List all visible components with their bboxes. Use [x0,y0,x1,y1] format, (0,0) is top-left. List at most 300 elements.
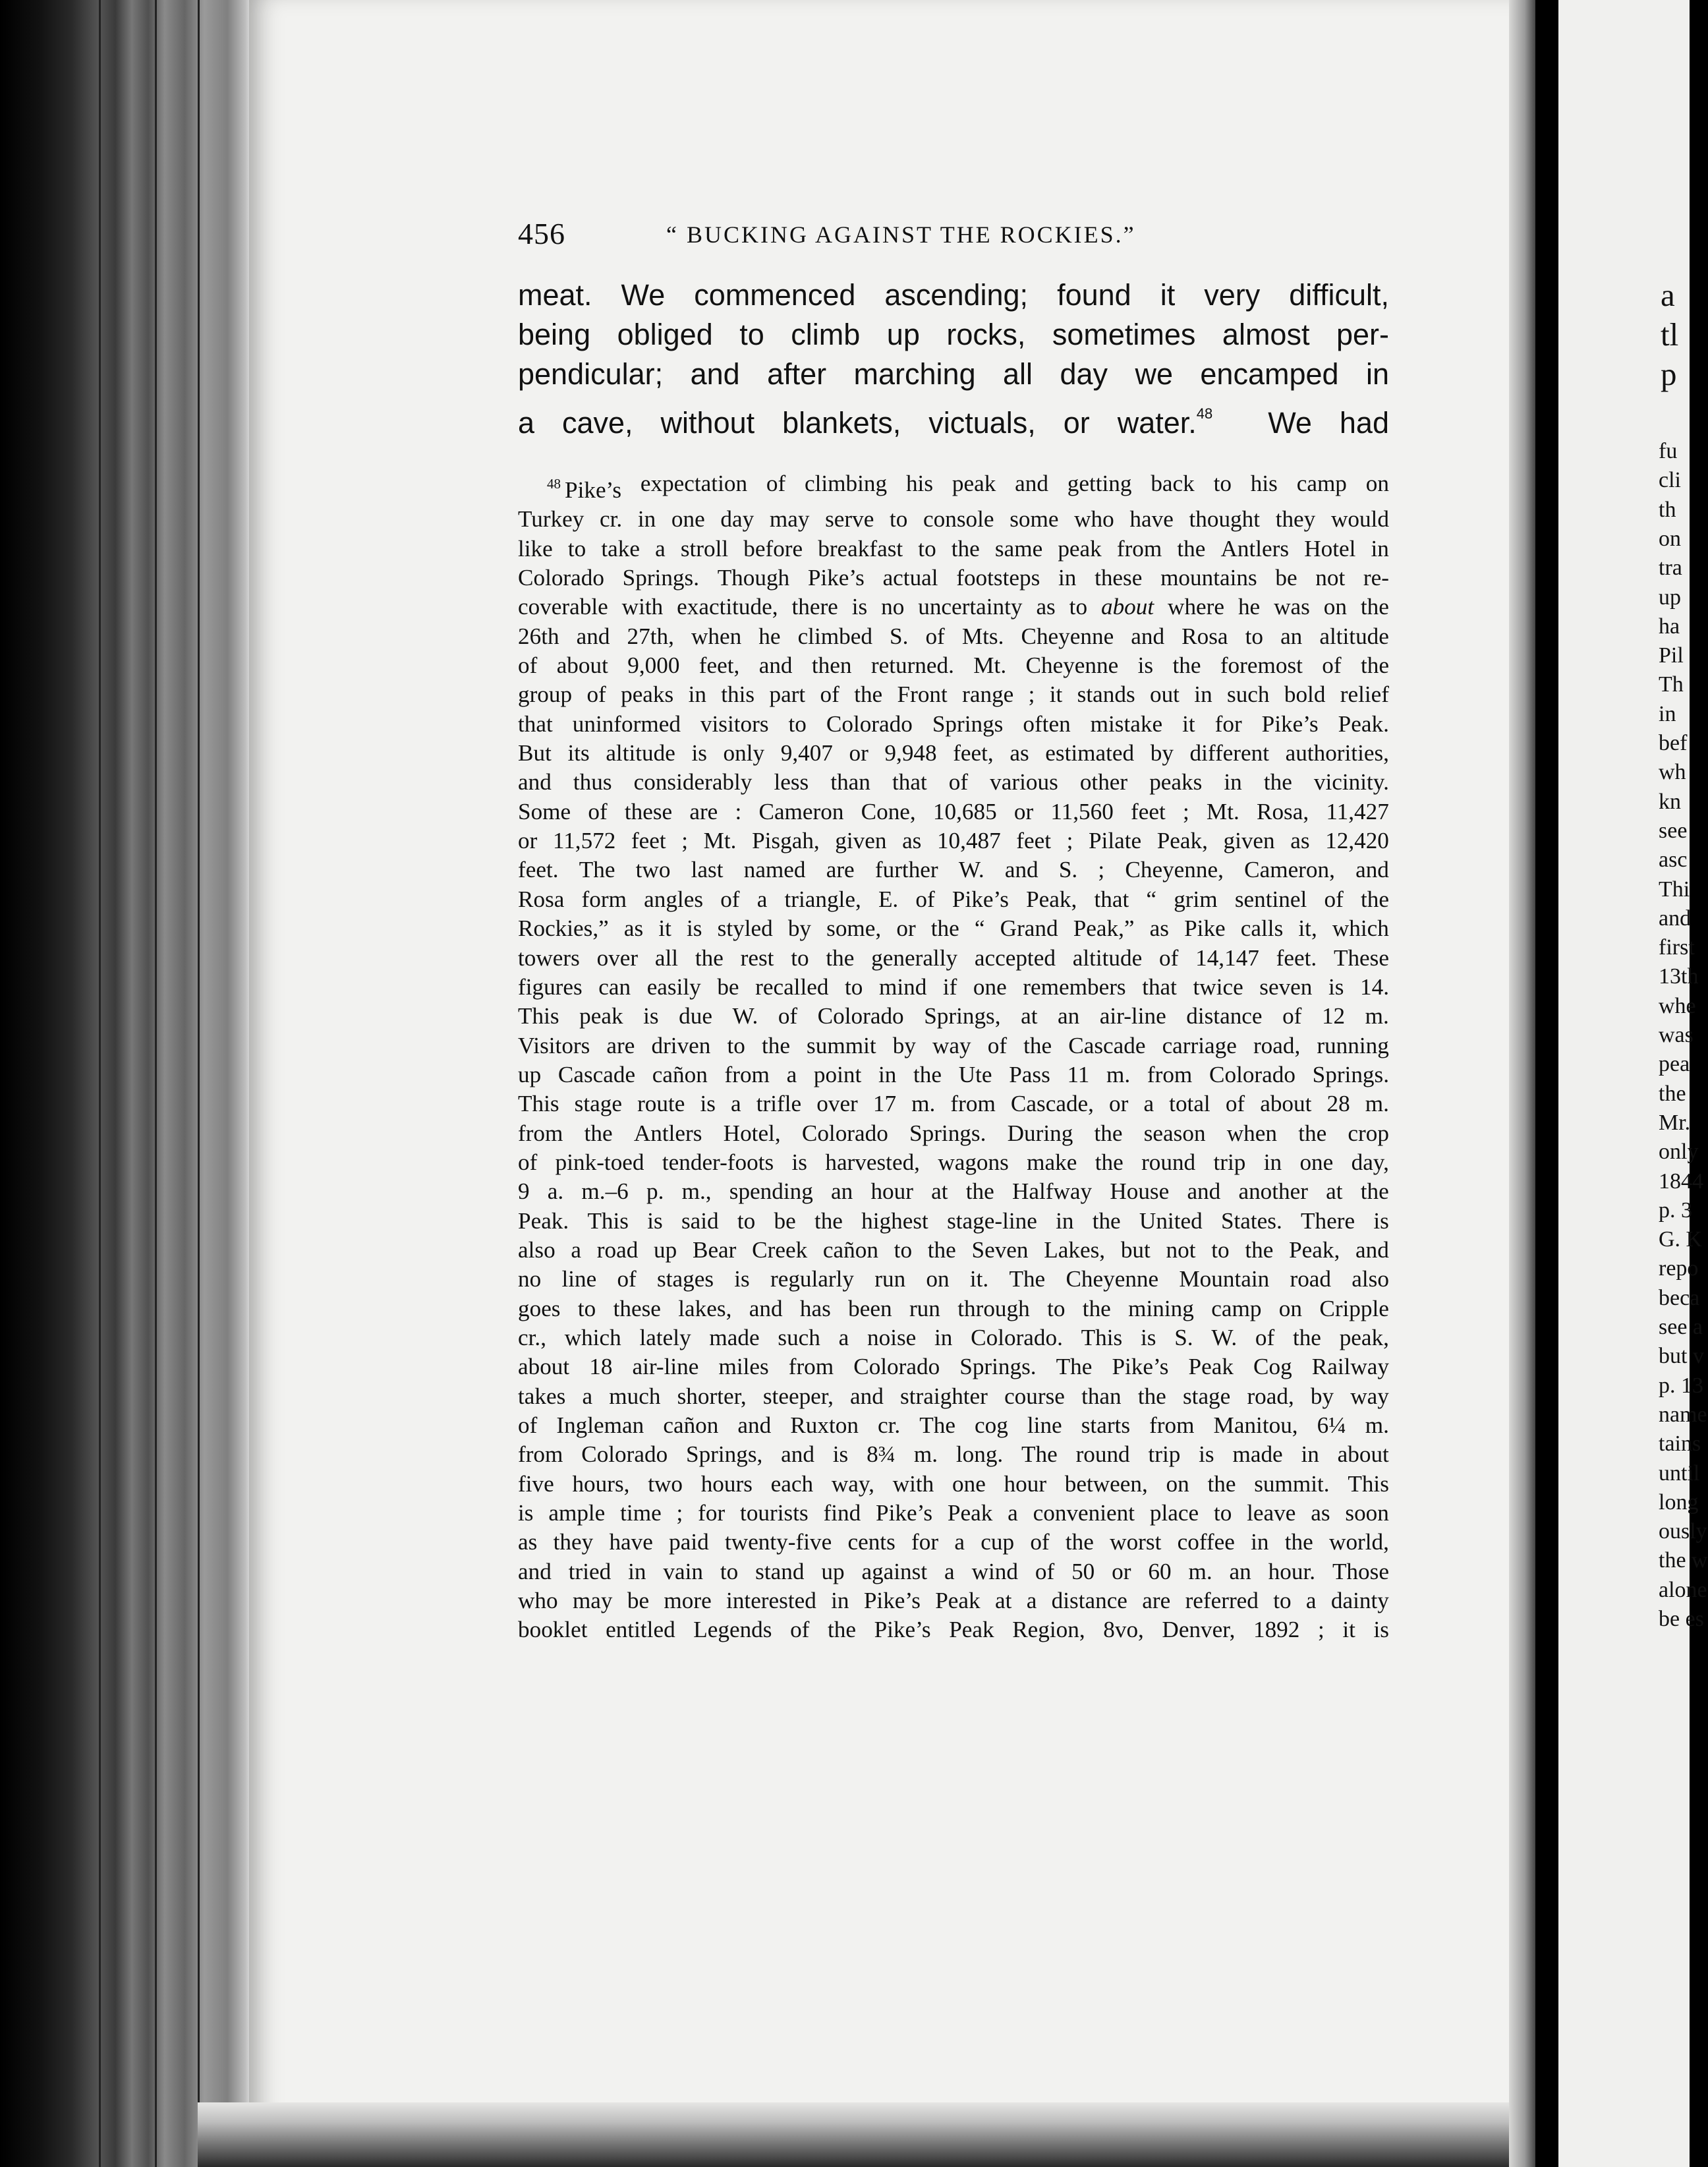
footnote-line [518,944,1389,973]
footnote-word: a [655,535,666,562]
footnote-word: the [1298,1120,1327,1146]
footnote-word: way [1350,1383,1389,1409]
footnote-word: estimated [1045,740,1135,766]
footnote-word: or [896,915,916,942]
footnote-word: hours [700,1470,753,1497]
facing-line: p. 13 [1659,1373,1703,1398]
footnote-line [518,1411,1389,1440]
footnote-word: Ingleman [556,1412,644,1438]
footnote-line [518,469,1389,505]
footnote-line [518,1177,1389,1206]
footnote-word: Hotel [1304,535,1356,562]
footnote-word: the [1094,1120,1123,1146]
footnote-word: long. [955,1441,1004,1468]
footnote-word: various [990,769,1058,795]
footnote-word: cup [981,1529,1015,1555]
footnote-line [518,1119,1389,1148]
footnote-word: and [749,1295,783,1321]
footnote-word: the [1360,594,1389,620]
footnote-word: a [1305,1588,1317,1614]
footnote-word: the [913,1061,942,1087]
footnote-word: named [743,857,806,883]
footnote-word: about [518,1354,570,1380]
facing-line: p. 3 [1659,1198,1692,1223]
footnote-word: altitude [1319,623,1389,649]
footnote-word: Pike’s [807,565,865,591]
footnote-word: the [854,681,883,708]
footnote-word: to [1273,1588,1292,1614]
footnote-word: hour. [1268,1558,1316,1584]
facing-line: G. K [1659,1227,1703,1252]
footnote-word: tender-foots [662,1149,774,1175]
footnote-word: Springs [932,710,1004,737]
facing-line: p [1661,356,1677,392]
footnote-word: The [1021,1441,1058,1468]
footnote-word: for [911,1529,939,1555]
footnote-word: ; [681,828,689,854]
footnote-word: pink-toed [555,1149,644,1175]
footnote-word: Though [717,565,790,591]
footnote-word: they [1275,506,1316,533]
footnote-word: There [1301,1207,1355,1234]
footnote-word: in [934,1324,953,1350]
footnote-word: day, [1351,1149,1389,1175]
footnote-word: Rockies,” [518,915,609,942]
footnote-word: Springs. [1312,1061,1389,1087]
footnote-word: a [944,1558,955,1584]
footnote-word: Cameron [758,798,844,824]
footnote-word: Denver, [1162,1617,1236,1643]
footnote-word: footsteps [956,565,1040,591]
footnote-word: W. [732,1003,758,1029]
footnote-line [518,1002,1389,1031]
footnote-word: Peak. [1338,710,1389,737]
footnote-word: point [813,1061,862,1087]
footnote-word: relief [1340,681,1389,708]
footnote-line [518,768,1389,797]
footnote-word: and [1131,623,1165,649]
footnote-word: a [582,1383,593,1409]
footnote-word: Visitors [518,1032,590,1058]
footnote-word: over [596,944,639,971]
footnote-word: Antlers [1220,535,1290,562]
footnote-word: Pass [1009,1061,1050,1087]
footnote-word: mountains [1160,565,1257,591]
footnote-word: of [1282,1003,1302,1029]
footnote-word: and [850,1383,884,1409]
footnote-word: Peak [949,1617,994,1643]
footnote-word: in [878,1061,897,1087]
footnote-word: cents [847,1529,896,1555]
footnote-word: last [691,857,724,883]
footnote-word: The [1056,1354,1093,1380]
footnote-word: Seven [971,1236,1029,1263]
footnote-word: mining [1128,1295,1194,1321]
footnote-word: is [700,1091,716,1117]
footnote-word: m. [911,1091,936,1117]
facing-line: up [1659,585,1681,610]
footnote-word: a [1026,1588,1037,1614]
footnote-word: harvested, [825,1149,920,1175]
footnote-word: it [658,915,671,942]
footnote-word: Mts. [961,623,1004,649]
footnote-word: of [518,1412,538,1438]
footnote-line [518,826,1389,855]
footnote-word: leave [1247,1500,1296,1526]
footnote-word: is [647,1207,663,1234]
footnote-word: there [791,594,838,620]
footnote-word: often [1023,710,1071,737]
footnote-word: in [1251,1529,1269,1555]
body-line [518,394,1389,443]
footnote-word: vicinity. [1313,769,1389,795]
footnote-word: two [648,1470,683,1497]
footnote-word: Cascade, [1010,1091,1094,1117]
footnote-word: is [643,1003,659,1029]
footnote-word: which [564,1324,621,1350]
footnote-word: or [518,828,538,854]
footnote-word: on [1365,471,1389,496]
footnote-word: line [561,1266,597,1292]
running-head: “ BUCKING AGAINST THE ROCKIES.” [666,221,1136,248]
footnote-line [518,797,1389,826]
footnote-word: to [577,1295,596,1321]
footnote-word: the [1292,1324,1321,1350]
footnote-word: Springs, [924,1003,1001,1029]
footnote-word: calls [1240,915,1284,942]
footnote-word: of [948,769,969,795]
footnote-word: a. [547,1178,564,1205]
footnote-word: Some [518,798,571,824]
footnote-word: Legends [693,1617,772,1643]
footnote-word: that [892,769,927,795]
footnote-word: only [723,740,765,766]
footnote-word: all [654,944,679,971]
footnote-word: different [1189,740,1270,766]
footnote-word: m. [1365,1412,1389,1438]
footnote-word: 11,560 [1050,798,1114,824]
footnote-word: of [915,886,935,912]
footnote-word: as [518,1529,538,1555]
footnote-word: also [518,1236,555,1263]
footnote-word: season [1143,1120,1206,1146]
facing-line: tl [1661,316,1679,353]
footnote-line [518,1557,1389,1586]
footnote-word: then [811,652,852,679]
footnote-word: road, [1247,1383,1294,1409]
footnote-word: rest [740,944,774,971]
footnote-word: an [1280,623,1303,649]
footnote-word: 14. [1360,973,1389,1000]
facing-line: long [1659,1489,1699,1515]
footnote-word: to [845,973,863,1000]
footnote-word: paid [669,1529,709,1555]
footnote-word: stages [657,1266,714,1292]
footnote-word: Pike’s [1261,710,1319,737]
footnote-word: Cripple [1319,1295,1389,1321]
footnote-word: in [831,1588,849,1614]
footnote-word: about [556,652,608,679]
footnote-word: of [766,471,786,496]
footnote-word: about [1260,1091,1312,1117]
footnote-word: also [1352,1266,1389,1292]
footnote-word: an [1058,1003,1080,1029]
footnote-word: W. [958,857,984,883]
footnote-word: hour [1004,1470,1047,1497]
footnote-word: one [952,1470,986,1497]
footnote-word: visitors [700,710,769,737]
footnote-word: less [774,769,809,795]
footnote-word: $^{48}$ Pike’s [547,476,622,503]
footnote-word: peaks [621,681,674,708]
footnote-word: from [788,1354,834,1380]
footnote-word: a [786,1061,797,1087]
footnote-word: of [617,1266,637,1292]
footnote-word: mind [878,973,927,1000]
footnote-word: road [596,1236,639,1263]
facing-line: beca [1659,1285,1700,1310]
footnote-word: run [874,1266,906,1292]
footnote-word: cog [975,1412,1008,1438]
footnote-word: summit [807,1032,876,1058]
footnote-word: stand [755,1558,805,1584]
footnote-word: no [518,1266,542,1292]
footnote-word: bold [1284,681,1326,708]
footnote-word: is [791,1149,807,1175]
footnote-word: to [567,535,586,562]
footnote-word: the [695,944,724,971]
footnote-line [518,1207,1389,1236]
footnote-word: crop [1348,1120,1389,1146]
footnote-line [518,563,1389,592]
footnote-word: Peak [947,1500,993,1526]
footnote-word: Peak. [518,1207,569,1234]
footnote-word: to [1213,471,1232,496]
footnote-word: 11 [1067,1061,1090,1087]
footnote [518,469,1389,1645]
footnote-word: serve [825,506,874,533]
footnote-word: to [791,944,809,971]
footnote-word: of [1255,1324,1275,1350]
footnote-word: in [628,1558,646,1584]
footnote-word: ; [676,1500,683,1526]
footnote-word: feet. [518,857,559,883]
footnote-word: on [1166,1470,1189,1497]
footnote-word: for [698,1500,726,1526]
footnote-word: Mt. [973,652,1007,679]
facing-line: Thi [1659,877,1690,902]
footnote-line [518,710,1389,739]
footnote-word: can [598,973,631,1000]
footnote-word: trip [1213,1149,1246,1175]
footnote-word: ; [1066,828,1073,854]
footnote-word: of [1035,1558,1055,1584]
footnote-word: feet. [1276,944,1317,971]
footnote-word: and [1355,857,1389,883]
footnote-word: This [1081,1324,1123,1350]
facing-line: only [1659,1140,1699,1165]
footnote-word: Pike’s [874,1617,931,1643]
footnote-word: Colorado [1209,1061,1295,1087]
footnote-word: if [942,973,957,1000]
facing-line: repo [1659,1256,1699,1281]
footnote-word: 27th, [627,623,674,649]
footnote-line [518,1440,1389,1469]
footnote-line [518,1499,1389,1528]
footnote-word: to [737,1207,756,1234]
footnote-word: road, [1253,1032,1301,1058]
footnote-word: the [1284,1529,1313,1555]
footnote-word: 8¾ [867,1441,896,1468]
footnote-word: to [727,1032,745,1058]
footnote-word: up [518,1061,542,1087]
footnote-word: returned. [870,652,954,679]
footnote-word: m. [1106,1061,1131,1087]
footnote-word: when [691,623,742,649]
footnote-line [518,1265,1389,1294]
footnote-word: than [830,769,870,795]
footnote-word: 12,420 [1325,828,1389,854]
footnote-word: miles [718,1354,769,1380]
footnote-word: 11,572 [552,828,616,854]
footnote-word: This [1348,1470,1389,1497]
footnote-word: seven [1259,973,1313,1000]
footnote-word: from [724,1061,770,1087]
footnote-word: it [1049,681,1063,708]
footnote-word: 26th [518,623,559,649]
footnote-word: cr. [877,1412,901,1438]
footnote-word: and [518,769,552,795]
footnote-word: of [720,886,740,912]
footnote-word: in [637,506,656,533]
footnote-word: a [756,886,768,912]
footnote-word: considerably [633,769,753,795]
footnote-word: E. [878,886,899,912]
footnote-word: running [1317,1032,1389,1058]
footnote-word: of [1030,1529,1050,1555]
footnote-word: at [994,1588,1012,1614]
footnote-word: twice [1193,973,1243,1000]
footnote-word: they [553,1529,594,1555]
footnote-word: distance [1186,1003,1263,1029]
footnote-word: air-line [632,1354,699,1380]
footnote-word: ; [1098,857,1105,883]
footnote-word: 8vo, [1103,1617,1144,1643]
footnote-word: the [1360,886,1389,912]
footnote-word: goes [518,1295,561,1321]
footnote-word: his [1250,471,1278,496]
footnote-word: Peak,” [1073,915,1135,942]
footnote-word: Peak, [1289,1236,1340,1263]
facing-line: the w [1659,1548,1708,1573]
footnote-word: the [1137,1383,1166,1409]
footnote-word: m., [681,1178,712,1205]
footnote-word: S. [1058,857,1078,883]
footnote-word: ample [548,1500,606,1526]
footnote-word: Peak [1188,1354,1234,1380]
facing-line: until [1659,1460,1700,1486]
facing-line: was [1659,1023,1694,1047]
footnote-line [518,651,1389,680]
footnote-line [518,1382,1389,1411]
footnote-word: coffee [1177,1529,1235,1555]
footnote-word: console [923,506,994,533]
footnote-word: Rosa [1181,623,1228,649]
footnote-line [518,1031,1389,1060]
footnote-word: the [1172,652,1201,679]
footnote-word: Antlers [633,1120,702,1146]
footnote-word: climbed [797,623,872,649]
footnote-word: actual [882,565,938,591]
footnote-word: than [1081,1383,1122,1409]
footnote-word: Cascade [1068,1032,1146,1058]
footnote-word: total [1169,1091,1210,1117]
footnote-word: peaks [1149,769,1203,795]
footnote-word: Pike [1184,915,1226,942]
footnote-word: hours, [572,1470,630,1497]
footnote-word: some [1010,506,1059,533]
footnote-word: such [1227,681,1270,708]
footnote-word: peak, [1339,1324,1389,1350]
footnote-word: : [735,798,742,824]
facing-line: see [1659,818,1688,843]
footnote-word: take [601,535,640,562]
footnote-word: the [1065,1529,1094,1555]
facing-line: tra [1659,556,1682,581]
footnote-word: as [902,828,922,854]
footnote-word: shorter, [677,1383,747,1409]
footnote-word: about [1100,594,1154,620]
footnote-word: against [861,1558,928,1584]
footnote-word: Springs. [959,1354,1037,1380]
footnote-word: by [787,915,812,942]
footnote-word: the [1245,1236,1274,1263]
footnote-word: 6¼ [1317,1412,1346,1438]
footnote-word: 9,000 [627,652,680,679]
footnote-word: Mt. [703,828,737,854]
footnote-word: the [1023,1032,1052,1058]
footnote-word: lately [639,1324,691,1350]
footnote-word: But [518,740,552,766]
footnote-word: by [1310,1383,1334,1409]
facing-line: bef [1659,731,1688,755]
facing-line: on [1659,526,1681,551]
footnote-word: m. [1365,1091,1389,1117]
footnote-word: authorities, [1285,740,1389,766]
facing-line: but v [1659,1344,1704,1369]
footnote-word: of [778,1003,798,1029]
footnote-word: over [816,1091,858,1117]
footnote-word: 9,948 [884,740,937,766]
footnote-word: same [994,535,1043,562]
footnote-word: in [1058,565,1077,591]
footnote-word: feet [631,828,666,854]
footnote-word: stage-line [947,1207,1037,1234]
footnote-word: be [627,1588,650,1614]
footnote-line [518,1089,1389,1118]
facing-line: th [1659,497,1676,522]
facing-line: Pil [1659,643,1684,668]
footnote-word: ; [1028,681,1035,708]
footnote-word: regularly [770,1266,855,1292]
footnote-word: or [1109,1091,1129,1117]
footnote-word: Railway [1311,1354,1389,1380]
footnote-word: from [950,1091,996,1117]
footnote-word: peak [1058,535,1102,562]
facing-line: tains [1659,1431,1701,1457]
footnote-word: styled [717,915,773,942]
footnote-line [518,885,1389,914]
